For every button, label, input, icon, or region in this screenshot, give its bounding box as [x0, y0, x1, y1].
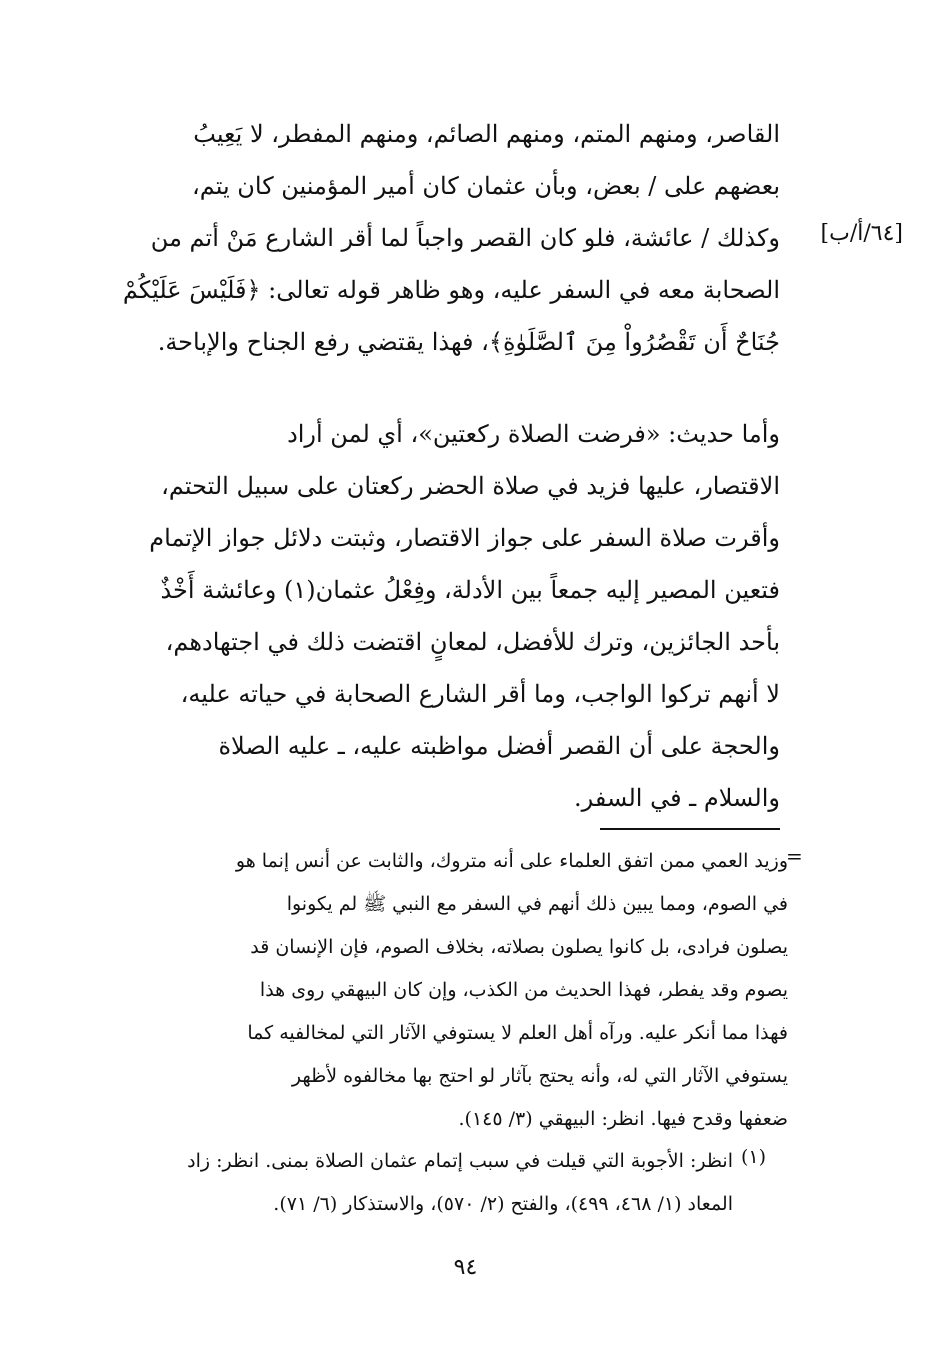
text-line: والحجة على أن القصر أفضل مواظبته عليه، ـ عليه الصلاة: [218, 732, 780, 760]
footnote-line: انظر: الأجوبة التي قيلت في سبب إتمام عثمان الصلاة بمنى. انظر: زاد: [187, 1150, 733, 1172]
text-line: الصحابة معه في السفر عليه، وهو ظاهر قوله تعالى: ﴿فَلَيْسَ عَلَيْكُمْ: [122, 276, 780, 304]
footnote-separator: [600, 828, 780, 830]
text-line: وكذلك / عائشة، فلو كان القصر واجباً لما أقر الشارع مَنْ أتم من: [150, 224, 780, 252]
footnote-line: يصوم وقد يفطر، فهذا الحديث من الكذب، وإن كان البيهقي روى هذا: [259, 979, 788, 1001]
footnote-line: ضعفها وقدح فيها. انظر: البيهقي (٣/ ١٤٥).: [458, 1108, 788, 1130]
margin-folio-note: [٦٤/أ/ب]: [820, 221, 903, 246]
footnote-line: وزيد العمي ممن اتفق العلماء على أنه متروك، والثابت عن أنس إنما هو: [235, 850, 788, 872]
text-line: فتعين المصير إليه جمعاً بين الأدلة، وفِعْلُ عثمان(١) وعائشة أَخْذٌ: [160, 576, 780, 604]
text-line: لا أنهم تركوا الواجب، وما أقر الشارع الصحابة في حياته عليه،: [180, 680, 780, 708]
footnote-continuation: [108, 840, 788, 1141]
text-line: وأقرت صلاة السفر على جواز الاقتصار، وثبتت دلائل جواز الإتمام: [149, 524, 780, 552]
footnote-line: المعاد (١/ ٤٦٨، ٤٩٩)، والفتح (٢/ ٥٧٠)، والاستذكار (٦/ ٧١).: [273, 1193, 733, 1215]
text-line: الاقتصار، عليها فزيد في صلاة الحضر ركعتان على سبيل التحتم،: [161, 472, 780, 500]
footnote-1-number: (١): [741, 1146, 767, 1168]
text-line: بعضهم على / بعض، وبأن عثمان كان أمير المؤمنين كان يتم،: [192, 172, 780, 200]
page-number: ٩٤: [453, 1255, 478, 1280]
footnote-continuation-mark: =: [786, 844, 803, 868]
footnote-line: يصلون فرادى، بل كانوا يصلون بصلاته، بخلاف الصوم، فإن الإنسان قد: [250, 936, 788, 958]
footnote-line: في الصوم، ومما يبين ذلك أنهم في السفر مع النبي ﷺ لم يكونوا: [286, 893, 788, 915]
footnote-1: [108, 1140, 733, 1226]
main-paragraph-2: [108, 408, 780, 824]
main-paragraph-1: [108, 108, 780, 368]
footnote-line: يستوفي الآثار التي له، وأنه يحتج بآثار لو احتج بها مخالفوه لأظهر: [291, 1065, 788, 1087]
text-line: والسلام ـ في السفر.: [574, 784, 780, 812]
text-line: بأحد الجائزين، وترك للأفضل، لمعانٍ اقتضت ذلك في اجتهادهم،: [165, 628, 780, 656]
text-line: القاصر، ومنهم المتم، ومنهم الصائم، ومنهم المفطر، لا يَعِيبُ: [193, 120, 780, 148]
text-line: وأما حديث: «فرضت الصلاة ركعتين»، أي لمن أراد: [287, 420, 780, 448]
footnote-line: فهذا مما أنكر عليه. ورآه أهل العلم لا يستوفي الآثار التي لمخالفيه كما: [247, 1022, 788, 1044]
text-line: جُنَاحٌ أَن تَقْصُرُواْ مِنَ ٱلصَّلَوٰةِ﴾، فهذا يقتضي رفع الجناح والإباحة.: [157, 328, 780, 356]
